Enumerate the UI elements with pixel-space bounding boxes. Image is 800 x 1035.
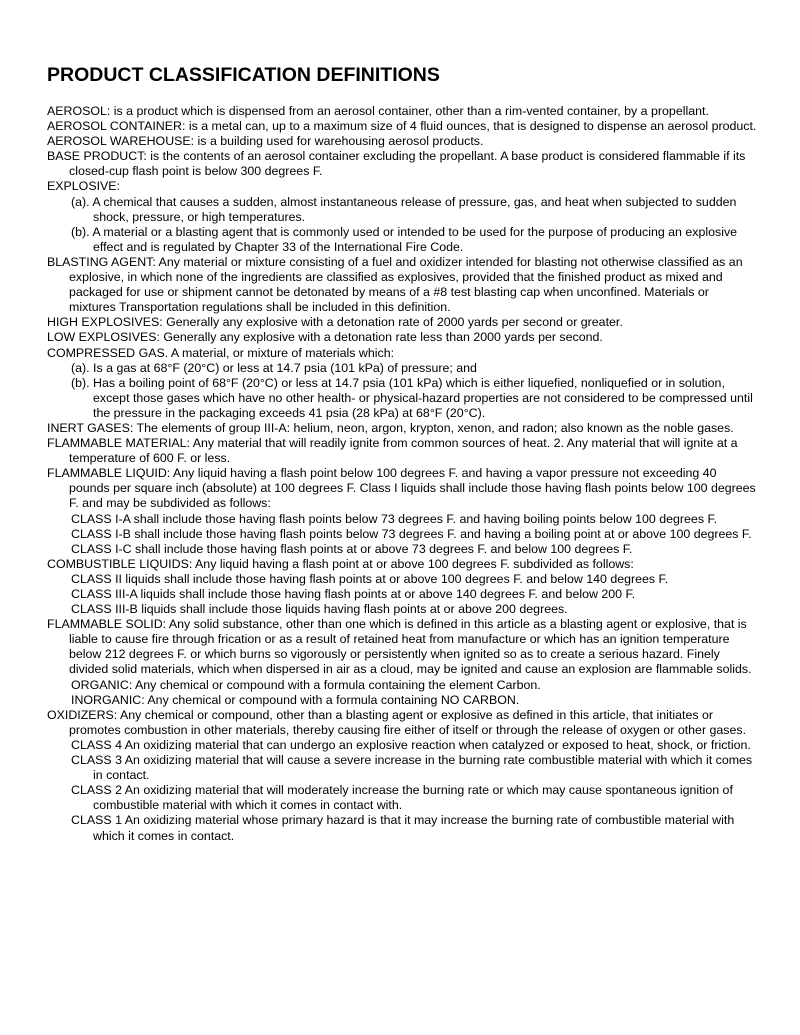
definition-entry: COMBUSTIBLE LIQUIDS: Any liquid having a flash point at or above 100 degrees F. subdivided as follows:: [47, 556, 634, 571]
definition-entry: COMPRESSED GAS. A material, or mixture of materials which:: [47, 345, 395, 360]
definition-subentry: (b). Has a boiling point of 68°F (20°C) or less at 14.7 psia (101 kPa) which is either liquefied, nonliquefied or in solution, except those gases which have no other health- or physical-hazard properties are not considered to be compressed until the pressure in the packaging exceeds 41 psia (28 kPa) at 68°F (20°C).: [71, 375, 753, 420]
definition-entry: AEROSOL: is a product which is dispensed from an aerosol container, other than a rim-vented container, by a propellant.: [47, 104, 709, 118]
definition-entry: BLASTING AGENT: Any material or mixture consisting of a fuel and oxidizer intended for blasting not otherwise classified as an explosive, in which none of the ingredients are classified as explosives, provided that the finished product as mixed and packaged for use or shipment cannot be detonated by means of a #8 test blasting cap when unconfined. Materials or mixtures Transportation regulations shall be included in this definition.: [47, 254, 743, 315]
definition-entry: FLAMMABLE SOLID: Any solid substance, other than one which is defined in this article as a blasting agent or explosive, that is liable to cause fire through frication or as a result of retained heat from manufacture or which has an ignition temperature below 212 degrees F. or which burns so vigorously or persistently when ignited so as to create a serious hazard. Finely divided solid materials, which when dispersed in air as a cloud, may be ignited and cause an explosion are flammable solids.: [47, 617, 752, 677]
document-page: [47, 62, 759, 844]
definition-entry: AEROSOL CONTAINER: is a metal can, up to a maximum size of 4 fluid ounces, that is designed to dispense an aerosol product.: [47, 119, 757, 134]
definition-subentry: CLASS III-A liquids shall include those having flash points at or above 140 degrees F. and below 200 F.: [71, 587, 636, 601]
definition-entry: FLAMMABLE LIQUID: Any liquid having a flash point below 100 degrees F. and having a vapor pressure not exceeding 40 pounds per square inch (absolute) at 100 degrees F. Class I liquids shall include those having flash points below 100 degrees F. and may be subdivided as follows:: [47, 466, 756, 511]
definition-subentry: CLASS 1 An oxidizing material whose primary hazard is that it may increase the burning rate of combustible material with which it comes in contact.: [71, 813, 735, 843]
definition-subentry: (b). A material or a blasting agent that is commonly used or intended to be used for the purpose of producing an explosive effect and is regulated by Chapter 33 of the International Fire Code.: [71, 224, 738, 254]
definitions-list: [47, 104, 759, 844]
definition-subentry: CLASS I-B shall include those having flash points below 73 degrees F. and having a boiling point at or above 100 degrees F.: [71, 526, 752, 541]
definition-entry: HIGH EXPLOSIVES: Generally any explosive with a detonation rate of 2000 yards per second or greater.: [47, 315, 623, 330]
page-title: PRODUCT CLASSIFICATION DEFINITIONS: [47, 64, 440, 86]
definition-entry: EXPLOSIVE:: [47, 179, 121, 194]
definition-subentry: CLASS 2 An oxidizing material that will moderately increase the burning rate or which may cause spontaneous ignition of combustible material with which it comes in contact with.: [71, 783, 733, 813]
definition-subentry: ORGANIC: Any chemical or compound with a formula containing the element Carbon.: [71, 677, 541, 692]
definition-subentry: CLASS II liquids shall include those having flash points at or above 100 degrees F. and below 140 degrees F.: [71, 571, 669, 586]
definition-entry: FLAMMABLE MATERIAL: Any material that will readily ignite from common sources of heat. 2. Any material that will ignite at a temperature of 600 F. or less.: [47, 436, 738, 466]
definition-subentry: CLASS I-A shall include those having flash points below 73 degrees F. and having boiling points below 100 degrees F.: [71, 511, 718, 526]
definition-subentry: (a). Is a gas at 68°F (20°C) or less at 14.7 psia (101 kPa) of pressure; and: [71, 360, 477, 375]
definition-entry: BASE PRODUCT: is the contents of an aerosol container excluding the propellant. A base product is considered flammable if its closed-cup flash point is below 300 degrees F.: [47, 149, 746, 179]
definition-subentry: (a). A chemical that causes a sudden, almost instantaneous release of pressure, gas, and heat when subjected to sudden shock, pressure, or high temperatures.: [71, 194, 737, 224]
definition-entry: INERT GASES: The elements of group III-A: helium, neon, argon, krypton, xenon, and radon; also known as the noble gases.: [47, 420, 734, 435]
definition-entry: LOW EXPLOSIVES: Generally any explosive with a detonation rate less than 2000 yards per second.: [47, 330, 603, 345]
definition-entry: OXIDIZERS: Any chemical or compound, other than a blasting agent or explosive as defined in this article, that initiates or promotes combustion in other materials, thereby causing fire either of itself or through the release of oxygen or other gases.: [47, 707, 747, 737]
definition-subentry: CLASS 3 An oxidizing material that will cause a severe increase in the burning rate combustible material with which it comes in contact.: [71, 753, 753, 783]
definition-entry: AEROSOL WAREHOUSE: is a building used for warehousing aerosol products.: [47, 134, 484, 149]
definition-subentry: INORGANIC: Any chemical or compound with a formula containing NO CARBON.: [71, 692, 520, 707]
definition-subentry: CLASS III-B liquids shall include those liquids having flash points at or above 200 degrees.: [71, 602, 568, 617]
definition-subentry: CLASS 4 An oxidizing material that can undergo an explosive reaction when catalyzed or exposed to heat, shock, or friction.: [71, 737, 751, 752]
definition-subentry: CLASS I-C shall include those having flash points at or above 73 degrees F. and below 100 degrees F.: [71, 541, 633, 556]
